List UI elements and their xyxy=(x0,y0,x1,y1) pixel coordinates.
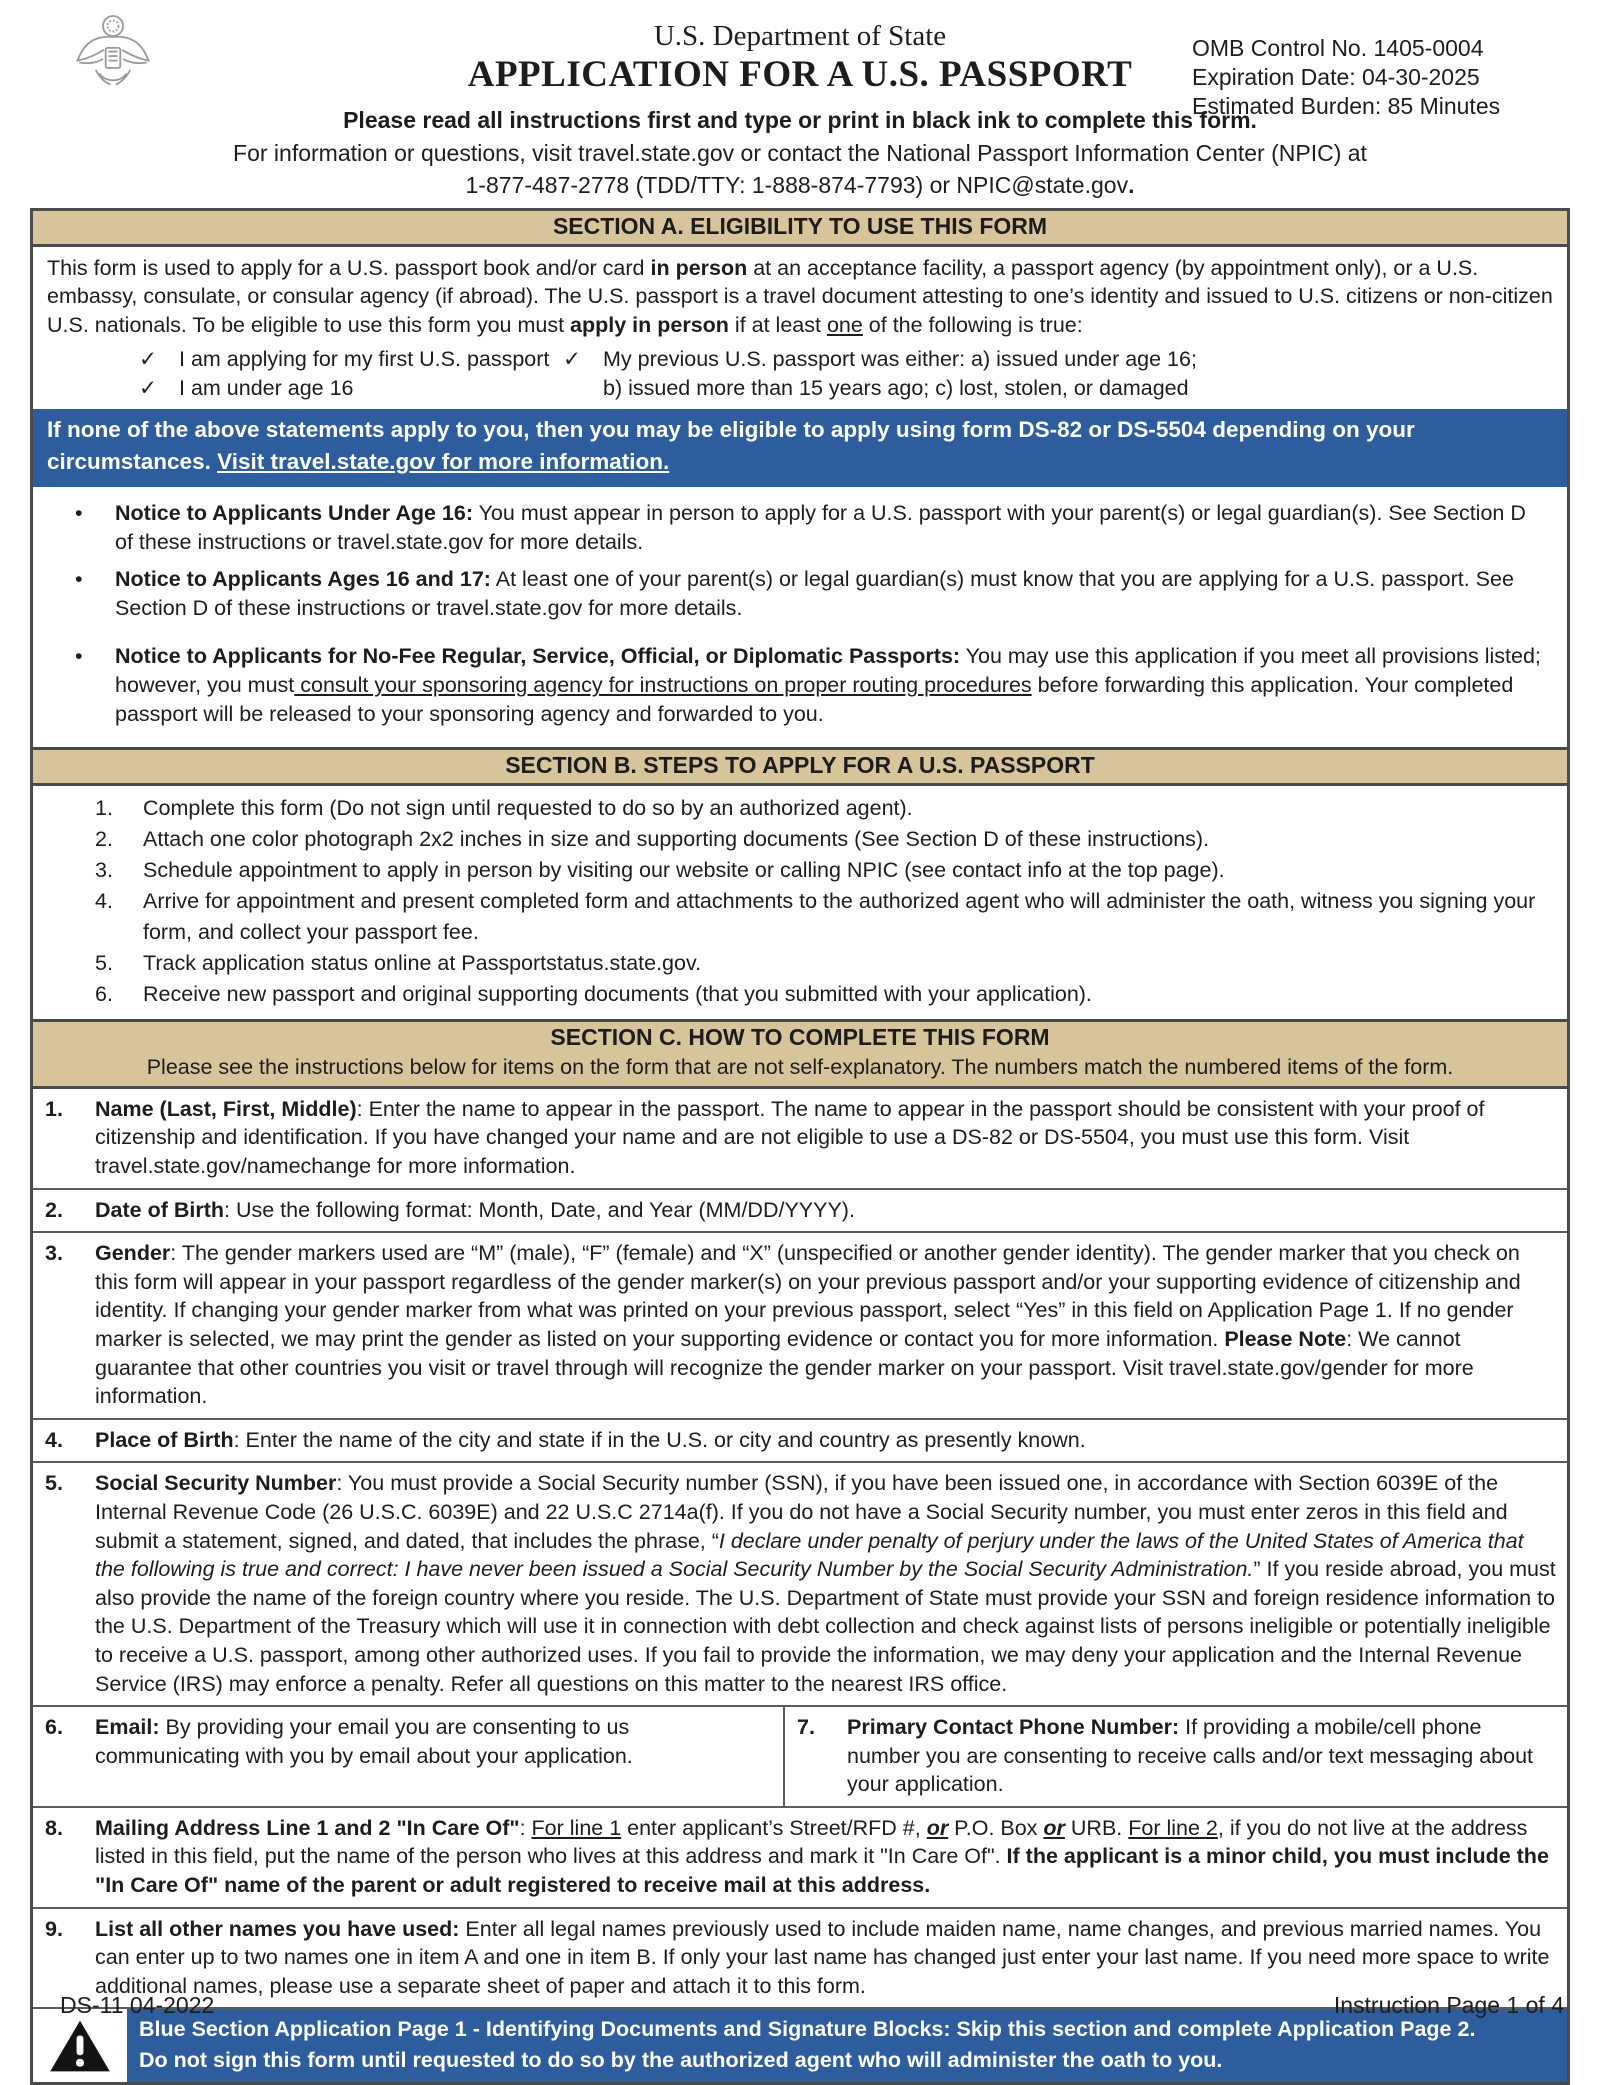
item-number: 1. xyxy=(45,1096,63,1121)
item-text: List all other names you have used: Enter all legal names previously used to include maiden name, name changes, and previous married names. You can enter up to two names one in item A and one in item B. If only your last name has changed just enter your last name. If you need more space to write additional names, please use a separate sheet of paper and attach it to this form. xyxy=(95,1916,1550,1998)
notice-ages-16-17 xyxy=(75,565,1551,622)
form-title: APPLICATION FOR A U.S. PASSPORT xyxy=(467,54,1133,95)
page-indicator: Instruction Page 1 of 4 xyxy=(1333,1992,1564,2018)
section-b-header: SECTION B. STEPS TO APPLY FOR A U.S. PASSPORT xyxy=(33,747,1567,786)
step-text: Arrive for appointment and present completed form and attachments to the authorized agent who will administer the oath, witness you signing your form, and collect your passport fee. xyxy=(143,889,1536,944)
step-item xyxy=(95,793,1557,824)
eligibility-checklist xyxy=(33,341,1567,409)
notice-text: Notice to Applicants for No-Fee Regular, Service, Official, or Diplomatic Passports: You may use this application if you meet all provisions listed; however, you must consult your sponsoring agency for instructions on proper routing procedures before forwarding this application. Your completed passport will be released to your sponsoring agency and forwarded to you. xyxy=(115,644,1541,726)
instruction-item-5-ssn xyxy=(33,1461,1567,1705)
instruction-item-7-phone xyxy=(785,1707,1567,1806)
step-number: 2. xyxy=(95,827,113,852)
step-text: Track application status online at Passportstatus.state.gov. xyxy=(143,950,702,975)
step-number: 3. xyxy=(95,858,113,883)
step-item xyxy=(95,824,1557,855)
item-text: Social Security Number: You must provide a Social Security number (SSN), if you have been issued one, in accordance with Section 6039E of the Internal Revenue Code (26 U.S.C. 6039E) and 22 U.S.C 2714a(f). If you do not have a Social Security number, you must enter zeros in this field and submit a statement, signed, and dated, that includes the phrase, “I declare under penalty of perjury under the laws of the United States of America that the following is true and correct: I have never been issued a Social Security Number by the Social Security Administration.” If you reside abroad, you must also provide the name of the foreign country where you reside. The U.S. Department of State must provide your SSN and foreign residence information to the U.S. Department of the Treasury which will use it in connection with debt collection and check against lists of persons ineligible or potentially ineligible to receive a U.S. passport, among other authorized uses. If you fail to provide the information, we may deny your application and the Internal Revenue Service (IRS) may enforce a penalty. Refer all questions on this matter to the nearest IRS office. xyxy=(95,1471,1556,1696)
intro-line-2: For information or questions, visit travel.state.gov or contact the National Passport Information Center (NPIC) at xyxy=(233,139,1367,166)
instruction-item-3-gender xyxy=(33,1231,1567,1418)
apply-steps-list xyxy=(33,786,1567,1019)
omb-expiration-date: Expiration Date: 04-30-2025 xyxy=(1192,63,1480,90)
checklist-item-text: b) issued more than 15 years ago; c) lost, stolen, or damaged xyxy=(603,376,1189,401)
step-text: Schedule appointment to apply in person by visiting our website or calling NPIC (see contact info at the top page). xyxy=(143,858,1225,883)
step-text: Attach one color photograph 2x2 inches in size and supporting documents (See Section D of these instructions). xyxy=(143,827,1210,852)
item-text: Name (Last, First, Middle): Enter the name to appear in the passport. The name to appear in the passport should be consistent with your proof of citizenship and identification. If you have changed your name and are not eligible to use a DS-82 or DS-5504, you must use this form. Visit travel.state.gov/namechange for more information. xyxy=(95,1096,1485,1179)
step-text: Complete this form (Do not sign until requested to do so by an authorized agent). xyxy=(143,796,913,821)
item-text: Primary Contact Phone Number: If providing a mobile/cell phone number you are consenting to receive calls and/or text messaging about your application. xyxy=(847,1715,1534,1797)
notice-text: Notice to Applicants Ages 16 and 17: At least one of your parent(s) or legal guardian(s) must know that you are applying for a U.S. passport. See Section D of these instructions or travel.state.gov for more details. xyxy=(115,567,1514,620)
item-number: 5. xyxy=(45,1471,63,1496)
checklist-item xyxy=(563,345,1567,374)
checklist-item xyxy=(139,374,563,403)
bullet-icon: • xyxy=(75,501,83,525)
item-number: 8. xyxy=(45,1815,63,1840)
item-text: Email: By providing your email you are consenting to us communicating with you by email about your application. xyxy=(95,1715,633,1768)
checkmark-icon: ✓ xyxy=(139,347,158,372)
warning-triangle-icon xyxy=(49,2018,111,2074)
instruction-item-4-place-of-birth xyxy=(33,1418,1567,1462)
instructions-box xyxy=(30,208,1570,2085)
step-text: Receive new passport and original supporting documents (that you submitted with your application). xyxy=(143,981,1092,1006)
agency-name: U.S. Department of State xyxy=(653,20,947,52)
notice-under-age-16 xyxy=(75,499,1551,556)
step-item xyxy=(95,886,1557,948)
form-header xyxy=(0,0,1600,119)
checkmark-icon: ✓ xyxy=(563,347,582,372)
item-text: Mailing Address Line 1 and 2 "In Care Of": For line 1 enter applicant’s Street/RFD #, or P.O. Box or URB. For line 2, if you do not live at the address listed in this field, put the name of the person who lives at this address and mark it "In Care Of". If the applicant is a minor child, you must include the "In Care Of" name of the parent or adult registered to receive mail at this address. xyxy=(95,1815,1549,1898)
item-number: 7. xyxy=(797,1715,815,1740)
notice-no-fee-passports xyxy=(75,642,1551,728)
ds82-ds5504-eligibility-banner: If none of the above statements apply to you, then you may be eligible to apply using form DS-82 or DS-5504 depending on your circumstances. Visit travel.state.gov for more information. xyxy=(33,409,1567,487)
instruction-item-6-email xyxy=(33,1707,785,1806)
notice-text: Notice to Applicants Under Age 16: You must appear in person to apply for a U.S. passport with your parent(s) or legal guardian(s). See Section D of these instructions or travel.state.gov for more details. xyxy=(115,501,1526,554)
step-item xyxy=(95,855,1557,886)
step-item xyxy=(95,948,1557,979)
checklist-column-2 xyxy=(563,345,1567,403)
item-number: 2. xyxy=(45,1197,63,1222)
checklist-item-text: My previous U.S. passport was either: a) issued under age 16; xyxy=(603,347,1197,372)
instruction-item-1-name xyxy=(33,1089,1567,1188)
item-number: 4. xyxy=(45,1427,63,1452)
instruction-item-8-mailing-address xyxy=(33,1806,1567,1907)
item-number: 3. xyxy=(45,1241,63,1266)
page-footer xyxy=(60,1992,1564,2019)
bullet-icon: • xyxy=(75,644,83,669)
item-number: 9. xyxy=(45,1916,63,1941)
section-a-header: SECTION A. ELIGIBILITY TO USE THIS FORM xyxy=(33,211,1567,247)
step-number: 6. xyxy=(95,981,113,1006)
intro-line-1: Please read all instructions first and type or print in black ink to complete this form. xyxy=(343,107,1257,133)
warning-line-1: Blue Section Application Page 1 - Identifying Documents and Signature Blocks: Skip this section and complete Application Page 2. xyxy=(139,2017,1476,2042)
item-text: Gender: The gender markers used are “M” (male), “F” (female) and “X” (unspecified or another gender identity). The gender marker that you check on this form will appear in your passport regardless of the gender marker(s) on your previous passport and/or your supporting evidence of citizenship and identity. If changing your gender marker from what was printed on your previous passport, select “Yes” in this field on Application Page 1. If no gender marker is selected, we may print the gender as listed on your supporting evidence or contact you for more information. Please Note: We cannot guarantee that other countries you visit or travel through will recognize the gender marker on your passport. Visit travel.state.gov/gender for more information. xyxy=(95,1241,1521,1409)
omb-control-number: OMB Control No. 1405-0004 xyxy=(1192,35,1484,61)
item-text: Place of Birth: Enter the name of the city and state if in the U.S. or city and country as presently known. xyxy=(95,1427,1086,1452)
checklist-column-1 xyxy=(139,345,563,403)
instruction-item-2-date-of-birth xyxy=(33,1188,1567,1232)
step-item xyxy=(95,979,1557,1010)
department-of-state-seal-icon xyxy=(72,10,154,104)
checklist-item-continuation xyxy=(563,374,1567,403)
step-number: 4. xyxy=(95,889,113,914)
bullet-icon: • xyxy=(75,567,83,592)
item-number: 6. xyxy=(45,1715,63,1740)
intro-line-3: 1-877-487-2778 (TDD/TTY: 1-888-874-7793) or NPIC@state.gov. xyxy=(465,172,1135,199)
item-text: Date of Birth: Use the following format: Month, Date, and Year (MM/DD/YYYY). xyxy=(95,1197,855,1222)
section-c-subtitle: Please see the instructions below for items on the form that are not self-explanatory. The numbers match the numbered items of the form. xyxy=(33,1055,1567,1089)
step-number: 1. xyxy=(95,796,113,821)
step-number: 5. xyxy=(95,950,113,975)
checklist-item xyxy=(139,345,563,374)
warning-banner xyxy=(127,2009,1567,2081)
form-number: DS-11 04-2022 xyxy=(60,1992,215,2018)
omb-estimated-burden: Estimated Burden: 85 Minutes xyxy=(1192,92,1501,119)
instruction-items-6-7-row xyxy=(33,1705,1567,1806)
section-a-paragraph: This form is used to apply for a U.S. passport book and/or card in person at an acceptance facility, a passport agency (by appointment only), or a U.S. embassy, consulate, or consular agency (if abroad). The U.S. passport is a travel document attesting to one’s identity and issued to U.S. citizens or non-citizen U.S. nationals. To be eligible to use this form you must apply in person if at least one of the following is true: xyxy=(47,255,1553,337)
checkmark-icon: ✓ xyxy=(139,376,158,401)
warning-line-2: Do not sign this form until requested to do so by the authorized agent who will administer the oath to you. xyxy=(139,2047,1223,2072)
omb-info-block xyxy=(1192,34,1500,120)
warning-icon-cell xyxy=(33,2009,127,2081)
applicant-notices xyxy=(33,487,1567,747)
checklist-item-text: I am under age 16 xyxy=(179,376,354,401)
section-c-header: SECTION C. HOW TO COMPLETE THIS FORM xyxy=(33,1019,1567,1055)
checklist-item-text: I am applying for my first U.S. passport xyxy=(179,347,550,372)
